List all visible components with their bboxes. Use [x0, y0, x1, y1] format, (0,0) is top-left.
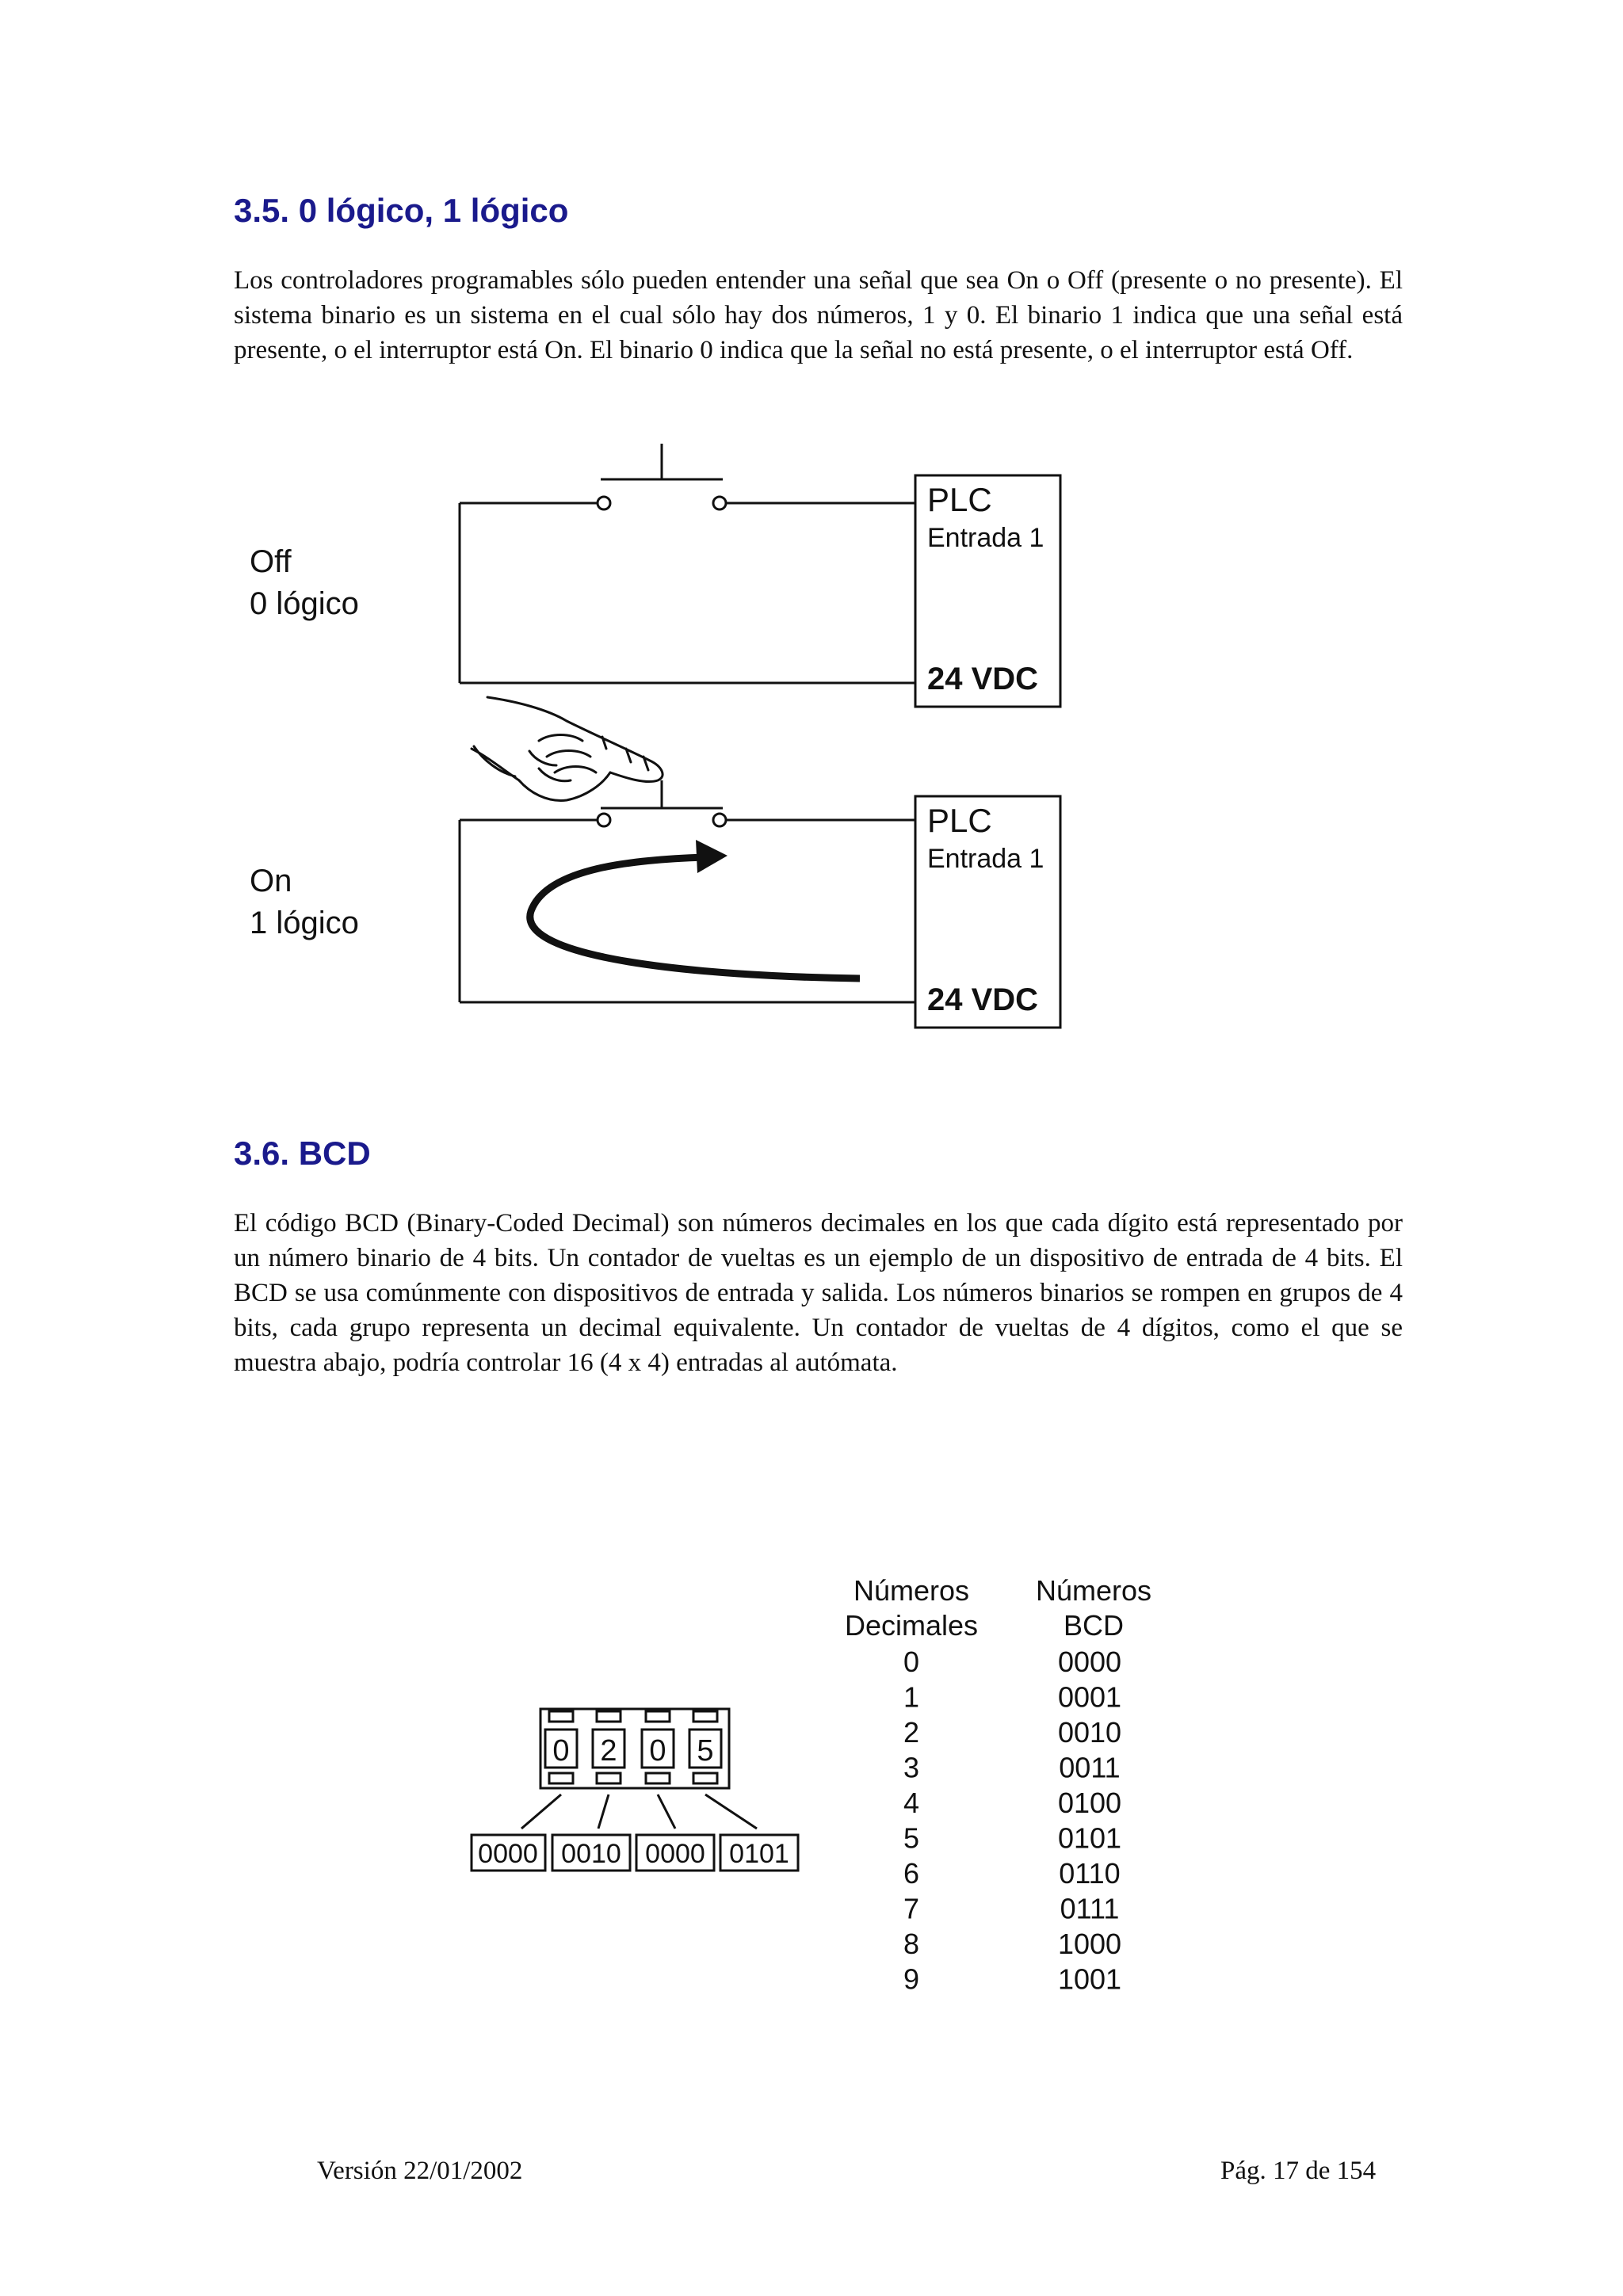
table-cell-decimal: 0 [903, 1646, 920, 1678]
table-cell-decimal: 1 [903, 1680, 920, 1714]
table-header-bcd-line1: Números [1035, 1574, 1152, 1607]
thumbwheel-digit: 5 [697, 1734, 714, 1768]
table-header-bcd-line2: BCD [1063, 1609, 1125, 1642]
table-cell-decimal: 4 [903, 1787, 920, 1819]
bcd-group: 0000 [478, 1839, 538, 1869]
on-logic-label: 1 lógico [250, 906, 359, 940]
bcd-group: 0101 [729, 1839, 789, 1869]
thumbwheel-digit: 2 [600, 1734, 617, 1768]
table-cell-decimal: 3 [903, 1751, 920, 1784]
table-header-decimal-line2: Decimales [844, 1609, 979, 1642]
thumbwheel-digit: 0 [552, 1734, 570, 1768]
bcd-group: 0010 [561, 1839, 621, 1869]
table-cell-decimal: 9 [903, 1962, 920, 1996]
table-cell-decimal: 2 [903, 1716, 920, 1749]
table-cell-decimal: 8 [903, 1928, 920, 1960]
bcd-table-rows [903, 1646, 1121, 1996]
plc-title-off: PLC [927, 481, 992, 518]
section-3-6-paragraph: El código BCD (Binary-Coded Decimal) son números decimales en los que cada dígito está representado por un número binario de 4 bits. Un contador de vueltas es un ejemplo de un dispositivo de entrada de 4 bits. El BCD se usa comúnmente con dispositivos de entrada y salida. Los números binarios se rompen en grupos de 4 bits, cada grupo representa un decimal equivalente. Un contador de vueltas de 4 dígitos, como el que se muestra abajo, podría controlar 16 (4 x 4) entradas al autómata. [234, 1209, 1403, 1377]
table-header-decimal-line1: Números [853, 1574, 970, 1607]
table-cell-bcd: 0010 [1057, 1716, 1122, 1749]
plc-voltage-on: 24 VDC [927, 982, 1039, 1017]
section-3-5-paragraph: Los controladores programables sólo pueden entender una señal que sea On o Off (presente o no presente). El sistema binario es un sistema en el cual sólo hay dos números, 1 y 0. El binario 1 indica que una señal está presente, o el interruptor está On. El binario 0 indica que la señal no está presente, o el interruptor está Off. [234, 266, 1403, 364]
table-cell-bcd: 0011 [1059, 1751, 1121, 1784]
footer-page-number: Pág. 17 de 154 [1220, 2157, 1377, 2185]
table-cell-decimal: 6 [903, 1857, 920, 1890]
table-cell-bcd: 0101 [1057, 1821, 1122, 1855]
plc-input-off: Entrada 1 [927, 523, 1044, 553]
plc-voltage-off: 24 VDC [927, 662, 1039, 696]
current-flow-arrow [530, 857, 860, 978]
footer-version: Versión 22/01/2002 [317, 2157, 523, 2185]
plc-title-on: PLC [927, 802, 992, 839]
section-3-5-title: 3.5. 0 lógico, 1 lógico [234, 192, 569, 229]
thumbwheel-digit: 0 [649, 1734, 666, 1768]
table-cell-bcd: 0110 [1059, 1857, 1121, 1890]
table-cell-decimal: 7 [903, 1892, 920, 1925]
bcd-figure [0, 1553, 1623, 2012]
plc-input-on: Entrada 1 [927, 844, 1044, 874]
off-label: Off [250, 544, 292, 579]
table-cell-bcd: 0100 [1057, 1787, 1122, 1819]
table-cell-bcd: 1000 [1057, 1928, 1122, 1960]
section-3-6-title: 3.6. BCD [234, 1135, 371, 1172]
table-cell-bcd: 0111 [1060, 1892, 1120, 1925]
on-label: On [250, 864, 292, 898]
bcd-group: 0000 [645, 1839, 705, 1869]
switch-plc-figure [0, 0, 1623, 1062]
hand-icon [472, 697, 663, 800]
off-logic-label: 0 lógico [250, 586, 359, 621]
table-cell-bcd: 0001 [1057, 1680, 1122, 1714]
table-cell-decimal: 5 [903, 1821, 920, 1855]
table-cell-bcd: 0000 [1057, 1646, 1122, 1678]
table-cell-bcd: 1001 [1057, 1962, 1122, 1996]
